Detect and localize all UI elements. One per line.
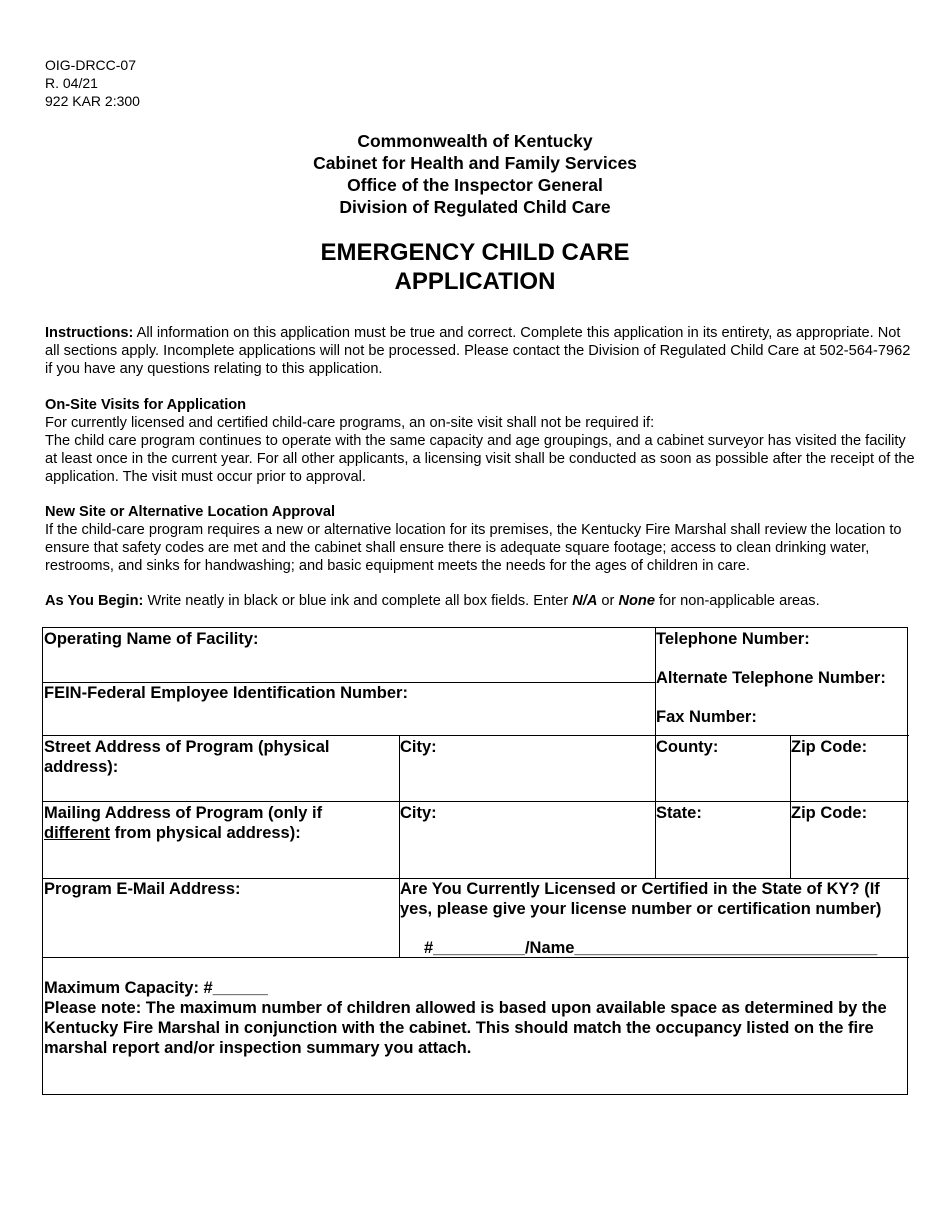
instructions-label: Instructions: bbox=[45, 325, 134, 341]
revision-date: R. 04/21 bbox=[45, 75, 98, 91]
divider bbox=[43, 735, 909, 736]
begin-label: As You Begin: bbox=[45, 593, 144, 609]
begin-text-2: for non-applicable areas. bbox=[654, 593, 820, 609]
divider bbox=[43, 801, 909, 802]
county-label: County: bbox=[656, 738, 719, 756]
zip-label: Zip Code: bbox=[791, 738, 868, 756]
license-field[interactable] bbox=[400, 879, 906, 958]
street-address-label-2: address): bbox=[44, 758, 119, 776]
email-label: Program E-Mail Address: bbox=[44, 880, 241, 898]
application-form bbox=[42, 627, 908, 1095]
alt-telephone-label: Alternate Telephone Number: bbox=[656, 669, 886, 687]
regulation-reference: 922 KAR 2:300 bbox=[45, 93, 140, 109]
fein-field[interactable] bbox=[44, 683, 408, 703]
city-label: City: bbox=[400, 738, 437, 756]
agency-line-1: Commonwealth of Kentucky bbox=[357, 131, 593, 151]
zip-label: Zip Code: bbox=[791, 804, 868, 822]
onsite-visits-section bbox=[45, 396, 915, 486]
street-address-field[interactable] bbox=[44, 737, 384, 777]
mailing-address-label-2: from physical address): bbox=[110, 824, 301, 842]
page-title bbox=[0, 238, 950, 296]
state-label: State: bbox=[656, 804, 702, 822]
fein-label: FEIN-Federal Employee Identification Number: bbox=[44, 684, 408, 702]
max-capacity-label: Maximum Capacity: #______ bbox=[44, 979, 268, 997]
agency-line-4: Division of Regulated Child Care bbox=[339, 197, 611, 217]
mailing-address-label-1: Mailing Address of Program (only if bbox=[44, 804, 323, 822]
state-field[interactable] bbox=[656, 803, 702, 823]
capacity-note: Please note: The maximum number of children allowed is based upon available space as determined by the Kentucky Fire Marshal in conjunction with the cabinet. This should match the occupancy listed on the fire marshal report and/or inspection summary you attach. bbox=[44, 999, 887, 1057]
capacity-section[interactable] bbox=[44, 978, 906, 1058]
city-label: City: bbox=[400, 804, 437, 822]
telephone-label: Telephone Number: bbox=[656, 630, 810, 648]
telephone-field[interactable] bbox=[656, 629, 810, 649]
title-line-2: APPLICATION bbox=[394, 268, 556, 295]
agency-line-2: Cabinet for Health and Family Services bbox=[313, 153, 637, 173]
na-text: N/A bbox=[572, 593, 598, 609]
new-site-section bbox=[45, 503, 915, 575]
license-question-1: Are You Currently Licensed or Certified in the State of KY? (If bbox=[400, 880, 880, 898]
onsite-line-2: The child care program continues to operate with the same capacity and age groupings, and a cabinet surveyor has visited the facility at least once in the current year. For all other applicants, a licensing visit shall be conducted as soon as possible after the receipt of the application. The visit must occur prior to approval. bbox=[45, 433, 915, 485]
as-you-begin-paragraph bbox=[45, 592, 915, 610]
agency-header bbox=[0, 130, 950, 218]
license-number-line: #__________/Name_________________________________ bbox=[424, 939, 878, 957]
mailing-zip-field[interactable] bbox=[791, 803, 867, 823]
form-code bbox=[45, 56, 140, 110]
mailing-address-underlined: different bbox=[44, 824, 110, 842]
mailing-city-field[interactable] bbox=[400, 803, 437, 823]
newsite-heading: New Site or Alternative Location Approval bbox=[45, 504, 336, 520]
operating-name-label: Operating Name of Facility: bbox=[44, 630, 259, 648]
instructions-text: All information on this application must be true and correct. Complete this application in its entirety, as appropriate. Not all sections apply. Incomplete applications will not be processed. Please contact the Division of Regulated Child Care at 502-564-7962 if you have any questions relating to this application. bbox=[45, 325, 911, 377]
street-address-label-1: Street Address of Program (physical bbox=[44, 738, 330, 756]
mailing-address-field[interactable] bbox=[44, 803, 384, 843]
begin-text-1: Write neatly in black or blue ink and complete all box fields. Enter bbox=[143, 593, 573, 609]
alt-telephone-field[interactable] bbox=[656, 668, 886, 688]
operating-name-field[interactable] bbox=[44, 629, 259, 649]
instructions-paragraph bbox=[45, 324, 915, 378]
county-field[interactable] bbox=[656, 737, 718, 757]
title-line-1: EMERGENCY CHILD CARE bbox=[320, 239, 630, 266]
physical-zip-field[interactable] bbox=[791, 737, 867, 757]
fax-label: Fax Number: bbox=[656, 708, 757, 726]
onsite-heading: On-Site Visits for Application bbox=[45, 397, 247, 413]
fax-field[interactable] bbox=[656, 707, 757, 727]
license-question-2: yes, please give your license number or certification number) bbox=[400, 900, 882, 918]
none-text: None bbox=[618, 593, 655, 609]
begin-or: or bbox=[597, 593, 619, 609]
agency-line-3: Office of the Inspector General bbox=[347, 175, 603, 195]
physical-city-field[interactable] bbox=[400, 737, 437, 757]
email-field[interactable] bbox=[44, 879, 241, 899]
onsite-line-1: For currently licensed and certified child-care programs, an on-site visit shall not be required if: bbox=[45, 415, 655, 431]
form-number: OIG-DRCC-07 bbox=[45, 57, 137, 73]
newsite-text: If the child-care program requires a new or alternative location for its premises, the Kentucky Fire Marshal shall review the location to ensure that safety codes are met and the cabinet shall ensure there is adequate square footage; access to clean drinking water, restrooms, and sinks for handwashing; and basic equipment meets the needs for the ages of children in care. bbox=[45, 522, 902, 574]
